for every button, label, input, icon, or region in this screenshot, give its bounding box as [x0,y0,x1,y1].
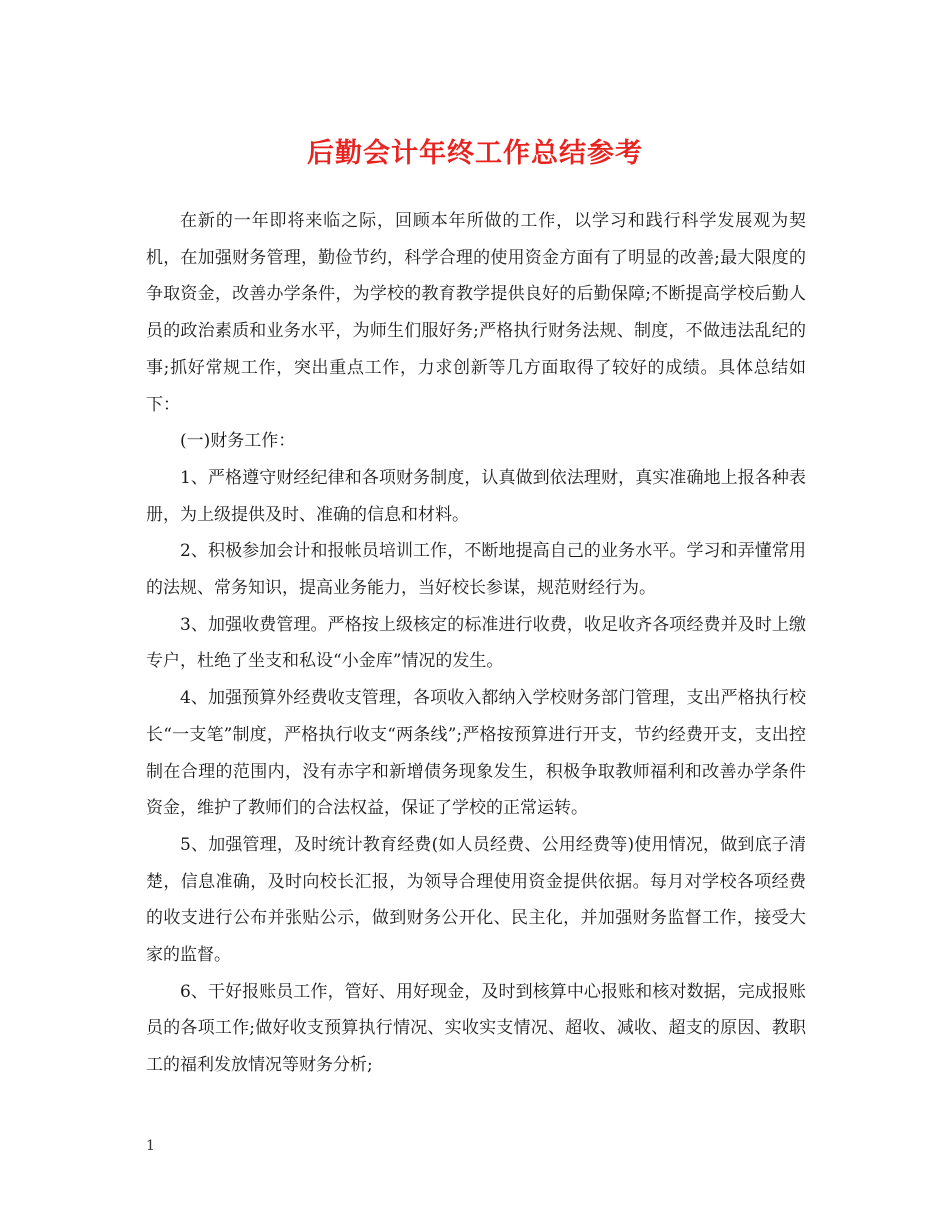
paragraph-item-5: 5、加强管理，及时统计教育经费(如人员经费、公用经费等)使用情况，做到底子清楚，信息准确，及时向校长汇报，为领导合理使用资金提供依据。每月对学校各项经费的收支进行公布并张贴公示，做到财务公开化、民主化，并加强财务监督工作，接受大家的监督。 [146,834,806,966]
document-body [146,203,806,1084]
document-title: 后勤会计年终工作总结参考 [307,138,643,169]
paragraph-item-6: 6、干好报账员工作，管好、用好现金，及时到核算中心报账和核对数据，完成报账员的各项工作;做好收支预算执行情况、实收实支情况、超收、减收、超支的原因、教职工的福利发放情况等财务分析; [146,981,806,1076]
paragraph-item-4: 4、加强预算外经费收支管理，各项收入都纳入学校财务部门管理，支出严格执行校长“一支笔”制度，严格执行收支“两条线”;严格按预算进行开支，节约经费开支，支出控制在合理的范围内，没有赤字和新增债务现象发生，积极争取教师福利和改善办学条件资金，维护了教师们的合法权益，保证了学校的正常运转。 [146,688,806,819]
page-number: 1 [146,1138,155,1154]
paragraph-item-2: 2、积极参加会计和报帐员培训工作，不断地提高自己的业务水平。学习和弄懂常用的法规、常务知识，提高业务能力，当好校长参谋，规范财经行为。 [146,541,806,599]
section-heading: (一)财务工作： [180,431,296,452]
paragraph-intro: 在新的一年即将来临之际，回顾本年所做的工作，以学习和践行科学发展观为契机，在加强财务管理，勤俭节约，科学合理的使用资金方面有了明显的改善;最大限度的争取资金，改善办学条件，为学校的教育教学提供良好的后勤保障;不断提高学校后勤人员的政治素质和业务水平，为师生们服好务;严格执行财务法规、制度，不做违法乱纪的事;抓好常规工作，突出重点工作，力求创新等几方面取得了较好的成绩。具体总结如下： [146,211,806,415]
paragraph-item-1: 1、严格遵守财经纪律和各项财务制度，认真做到依法理财，真实准确地上报各种表册，为上级提供及时、准确的信息和材料。 [146,467,806,525]
paragraph-item-3: 3、加强收费管理。严格按上级核定的标准进行收费，收足收齐各项经费并及时上缴专户，杜绝了坐支和私设“小金库”情况的发生。 [146,614,806,672]
